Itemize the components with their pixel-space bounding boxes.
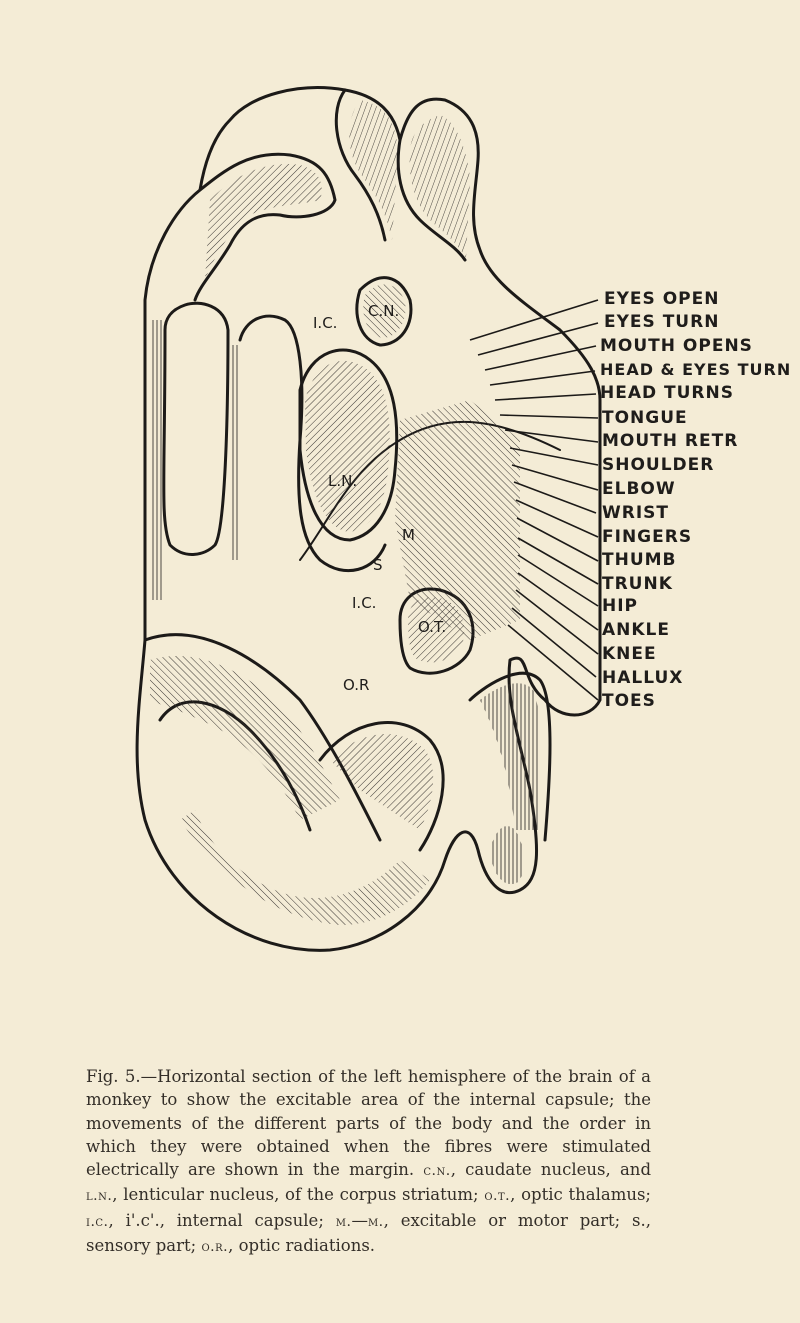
abbr-m: m.: [335, 1213, 352, 1230]
movement-label: EYES OPEN: [604, 289, 720, 309]
caption-text: , optic thalamus;: [510, 1185, 651, 1205]
abbr-cn: c.n.: [423, 1163, 451, 1180]
label-ln: L.N.: [328, 472, 358, 490]
caption-text: , optic radiations.: [228, 1236, 376, 1256]
label-ic: I.C.: [313, 314, 338, 332]
caption-text: ,: [108, 1210, 114, 1230]
caption-text: , lenticular nucleus, of the corpus striatum;: [112, 1185, 479, 1205]
movement-label: SHOULDER: [602, 455, 715, 475]
hatch-inner-left: [232, 345, 240, 560]
movement-label: EYES TURN: [604, 312, 720, 332]
abbr-or: o.r.: [201, 1239, 229, 1256]
movement-label: THUMB: [602, 550, 677, 570]
movement-label: FINGERS: [602, 527, 693, 547]
hatch-top-left: [205, 164, 322, 280]
movement-label: MOUTH OPENS: [600, 336, 753, 356]
ventricle-left: [164, 303, 228, 554]
movement-label: TOES: [602, 691, 656, 711]
caption-text: , caudate nucleus, and: [450, 1160, 652, 1180]
label-s: S: [373, 556, 383, 574]
abbr-ot: o.t.: [484, 1188, 511, 1205]
label-ic-prime: I.C.: [352, 594, 377, 612]
label-ot: O.T.: [418, 618, 447, 636]
caption-text: —: [351, 1210, 368, 1230]
caption-text: , excitable or motor part; s., sensory part;: [86, 1210, 652, 1256]
caption-text: —Horizontal section of the left hemisphere of the brain of a monkey to show the excitable area of the internal capsule; the movements of the different parts of the body and the order in which they were obtained when the fibres were stimulated electrically are shown in the margin.: [86, 1067, 651, 1180]
abbr-ic-prime: i'.c'.: [125, 1210, 160, 1230]
abbr-ic: i.c.: [86, 1213, 109, 1230]
hatch-lower-right: [480, 683, 540, 830]
label-m: M: [402, 526, 415, 544]
hatch-lower-left: [150, 656, 340, 820]
movement-label: HEAD TURNS: [600, 383, 734, 403]
hatch-bottom: [180, 810, 430, 925]
caption-text: , internal capsule;: [159, 1210, 324, 1230]
label-or: O.R: [343, 676, 370, 694]
abbr-ln: l.n.: [86, 1188, 113, 1205]
movement-label: HIP: [602, 596, 639, 616]
hatch-lenticular: [305, 361, 390, 532]
movement-label: ANKLE: [602, 620, 671, 640]
movement-label: TONGUE: [602, 408, 688, 428]
hatch-top-mid: [349, 100, 398, 240]
movement-label: MOUTH RETR: [602, 431, 739, 451]
movement-label: HEAD & EYES TURN: [600, 360, 792, 379]
movement-label-list: [600, 289, 791, 711]
figure-caption: [86, 1065, 651, 1259]
movement-label: HALLUX: [602, 668, 684, 688]
abbr-m-2: m.: [367, 1213, 384, 1230]
movement-label: TRUNK: [602, 574, 673, 594]
movement-label: KNEE: [602, 644, 657, 664]
movement-label: ELBOW: [602, 479, 676, 499]
hatch-lower-mid: [330, 734, 433, 830]
figure-number: Fig. 5.: [86, 1067, 141, 1086]
label-cn: C.N.: [368, 302, 400, 320]
hatch-left-column: [150, 320, 162, 600]
movement-label: WRIST: [602, 503, 670, 523]
hatch-bottom-right: [490, 826, 524, 884]
